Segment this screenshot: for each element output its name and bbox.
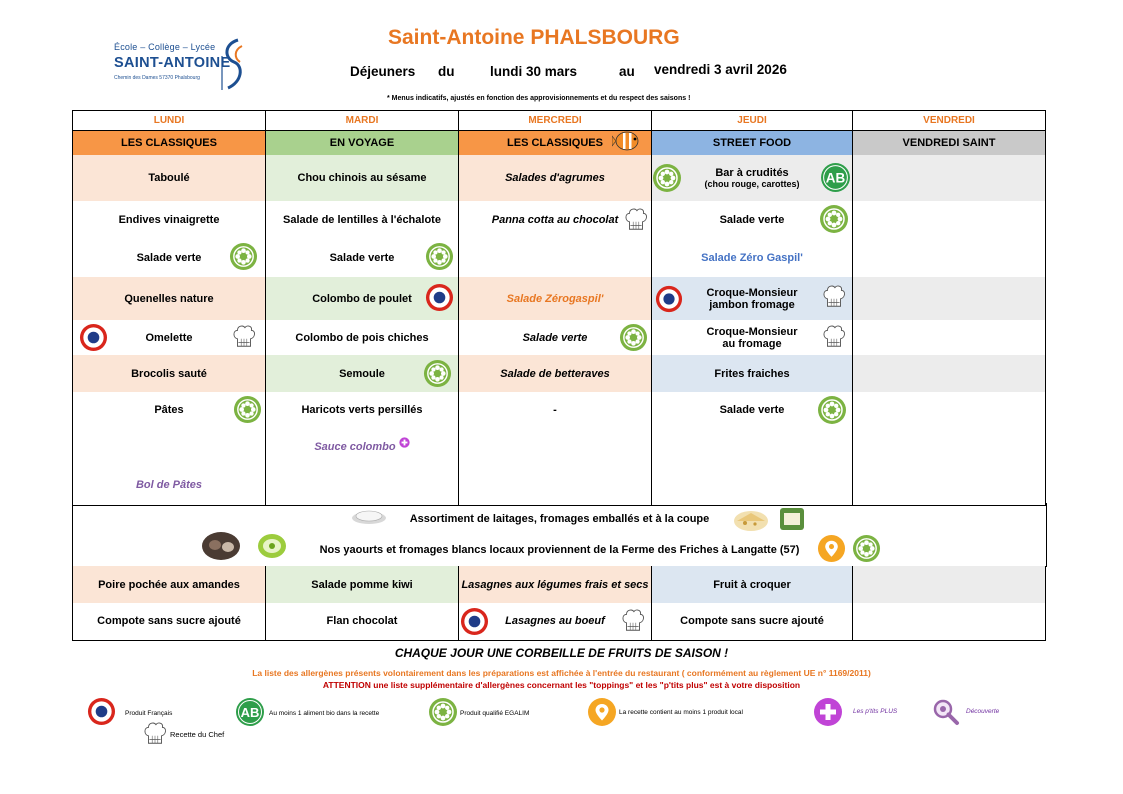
egalim-icon <box>233 395 262 424</box>
bio-icon <box>820 162 851 193</box>
dairy-line-1: Assortiment de laitages, fromages emballés et à la coupe <box>409 513 710 525</box>
egalim-icon <box>428 697 458 727</box>
tue-main-4-label: Haricots verts persillés <box>301 404 423 416</box>
school-logo-address: Chemin des Dames 57370 Phalsbourg <box>114 75 200 81</box>
thu-starter-1-title: Bar à crudités <box>715 167 789 179</box>
school-logo <box>110 36 250 94</box>
theme-monday: LES CLASSIQUES <box>73 131 266 156</box>
wed-dessert-2-label: Lasagnes au boeuf <box>505 615 605 628</box>
fri-main-3 <box>853 355 1046 392</box>
wed-starter-1: Salades d'agrumes <box>459 155 652 201</box>
legend-egalim-label: Produit qualifié EGALIM <box>460 710 530 717</box>
header-au: au <box>619 64 635 79</box>
thu-main-4 <box>652 392 853 505</box>
wed-dessert-2 <box>459 603 652 640</box>
fri-main-4 <box>853 392 1046 505</box>
wed-starter-3 <box>459 238 652 277</box>
mon-dessert-2: Compote sans sucre ajouté <box>73 603 266 640</box>
plus-icon <box>399 437 410 448</box>
french-flag-icon <box>655 285 683 313</box>
theme-tuesday: EN VOYAGE <box>266 131 459 156</box>
local-pin-icon <box>817 534 846 563</box>
header-start-date: lundi 30 mars <box>490 64 578 79</box>
thu-starter-2 <box>652 201 853 238</box>
legend-plus-label: Les p'tits PLUS <box>853 708 898 715</box>
starter-row-1 <box>73 155 1046 201</box>
fri-dessert-1 <box>853 566 1046 603</box>
days-row <box>73 111 1046 131</box>
mon-main-4-extra: Bol de Pâtes <box>135 479 203 491</box>
tue-starter-3 <box>266 238 459 277</box>
tue-main-1-label: Colombo de poulet <box>312 292 412 305</box>
allergens-notice: La liste des allergènes présents volontairement dans les préparations est affichée à l'entrée du restaurant ( conformément au règlement UE n° 1169/2011) <box>252 668 871 678</box>
tue-starter-2: Salade de lentilles à l'échalote <box>266 201 459 238</box>
chef-hat-icon <box>622 204 650 234</box>
egalim-icon <box>852 534 881 563</box>
egalim-icon <box>229 242 258 271</box>
tue-main-4 <box>266 392 459 505</box>
wed-main-2-label: Salade verte <box>522 331 588 344</box>
wed-main-2 <box>459 320 652 355</box>
thu-main-1-line1: Croque-Monsieur <box>706 286 798 299</box>
plus-icon <box>813 697 843 727</box>
starter-row-2 <box>73 201 1046 238</box>
thu-main-3: Frites fraiches <box>652 355 853 392</box>
mon-main-4-label: Pâtes <box>154 404 184 416</box>
fri-dessert-2 <box>853 603 1046 640</box>
mon-dessert-1: Poire pochée aux amandes <box>73 566 266 603</box>
thu-starter-3: Salade Zéro Gaspil' <box>652 238 853 277</box>
french-flag-icon <box>87 697 116 726</box>
fri-starter-3 <box>853 238 1046 277</box>
cheese-pack-icon <box>778 506 806 532</box>
mon-starter-3 <box>73 238 266 277</box>
discovery-icon <box>931 697 961 727</box>
fri-main-2 <box>853 320 1046 355</box>
chef-hat-icon <box>230 321 258 351</box>
thu-main-2 <box>652 320 853 355</box>
egalim-icon <box>425 242 454 271</box>
tue-main-3-label: Semoule <box>339 367 385 380</box>
thu-starter-1 <box>652 155 853 201</box>
tue-starter-1: Chou chinois au sésame <box>266 155 459 201</box>
thu-main-1-line2: jambon fromage <box>709 298 795 311</box>
starter-row-3 <box>73 238 1046 277</box>
mon-main-2-label: Omelette <box>145 331 193 344</box>
legend-discovery-label: Découverte <box>966 708 1000 715</box>
wed-starter-2 <box>459 201 652 238</box>
mon-starter-2: Endives vinaigrette <box>73 201 266 238</box>
tue-main-4-extra-label: Sauce colombo <box>314 441 396 453</box>
theme-friday: VENDREDI SAINT <box>853 131 1046 156</box>
tue-main-3 <box>266 355 459 392</box>
bio-icon <box>235 697 265 727</box>
thu-main-1 <box>652 277 853 320</box>
tue-starter-3-label: Salade verte <box>329 251 395 264</box>
header-label: Déjeuners <box>350 64 416 79</box>
french-flag-icon <box>79 323 108 352</box>
tue-dessert-1: Salade pomme kiwi <box>266 566 459 603</box>
dessert-row-2 <box>73 603 1046 640</box>
menu-note: * Menus indicatifs, ajustés en fonction des approvisionnements et du respect des saisons ! <box>387 95 691 102</box>
day-wednesday: MERCREDI <box>459 111 652 131</box>
tue-main-2: Colombo de pois chiches <box>266 320 459 355</box>
fruit-banner: CHAQUE JOUR UNE CORBEILLE DE FRUITS DE SAISON ! <box>394 646 729 660</box>
main-row-4 <box>73 392 1046 505</box>
dairy-line-2: Nos yaourts et fromages blancs locaux proviennent de la Ferme des Friches à Langatte (57) <box>319 544 800 556</box>
wed-main-4-label: - <box>553 404 557 416</box>
dessert-table <box>72 566 1046 641</box>
french-flag-icon <box>460 607 489 636</box>
french-flag-icon <box>425 283 454 312</box>
theme-thursday: STREET FOOD <box>652 131 853 156</box>
mon-starter-3-label: Salade verte <box>136 251 202 264</box>
tue-main-1 <box>266 277 459 320</box>
mon-main-4 <box>73 392 266 505</box>
wed-starter-2-label: Panna cotta au chocolat <box>491 213 619 226</box>
egalim-icon <box>619 323 648 352</box>
tue-main-4-extra <box>266 441 458 453</box>
thu-main-2-line1: Croque-Monsieur <box>706 325 798 338</box>
tue-dessert-2: Flan chocolat <box>266 603 459 640</box>
legend-local-label: La recette contient au moins 1 produit local <box>619 709 743 716</box>
main-row-3 <box>73 355 1046 392</box>
egalim-icon <box>423 359 452 388</box>
wed-main-1: Salade Zérogaspil' <box>459 277 652 320</box>
chef-hat-icon <box>820 281 848 311</box>
main-row-1 <box>73 277 1046 320</box>
mon-main-1: Quenelles nature <box>73 277 266 320</box>
allergens-warning: ATTENTION une liste supplémentaire d'allergènes concernant les "toppings" et les "p'tits plus" est à votre disposition <box>322 680 801 690</box>
school-logo-name: SAINT-ANTOINE <box>114 55 231 71</box>
fish-icon <box>612 129 642 153</box>
legend-bio-label: Au moins 1 aliment bio dans la recette <box>269 710 380 717</box>
page-title: Saint-Antoine PHALSBOURG <box>388 26 680 49</box>
main-row-2 <box>73 320 1046 355</box>
local-pin-icon <box>587 697 617 727</box>
fri-starter-1 <box>853 155 1046 201</box>
day-friday: VENDREDI <box>853 111 1046 131</box>
chef-hat-icon <box>820 321 848 351</box>
themes-row <box>73 131 1046 156</box>
school-emblem-icon <box>216 36 250 94</box>
egalim-icon <box>652 163 682 193</box>
dessert-row-1 <box>73 566 1046 603</box>
menu-table <box>72 110 1046 506</box>
egalim-icon <box>817 395 847 425</box>
wed-dessert-1: Lasagnes aux légumes frais et secs <box>459 566 652 603</box>
day-monday: LUNDI <box>73 111 266 131</box>
legend-chef-label: Recette du Chef <box>170 730 225 739</box>
thu-dessert-2: Compote sans sucre ajouté <box>652 603 853 640</box>
theme-wednesday <box>459 131 652 156</box>
mon-main-3: Brocolis sauté <box>73 355 266 392</box>
thu-main-4-label: Salade verte <box>719 404 785 416</box>
theme-wednesday-label: LES CLASSIQUES <box>507 137 603 149</box>
wed-main-3: Salade de betteraves <box>459 355 652 392</box>
chef-hat-icon <box>141 718 169 748</box>
thu-dessert-1: Fruit à croquer <box>652 566 853 603</box>
thu-starter-1-detail: (chou rouge, carottes) <box>704 179 800 189</box>
wed-main-4 <box>459 392 652 505</box>
school-logo-line1: École – Collège – Lycée <box>114 42 216 52</box>
dairy-section <box>72 503 1047 567</box>
thu-main-2-line2: au fromage <box>722 337 782 350</box>
header-end-date: vendredi 3 avril 2026 <box>654 62 787 77</box>
thu-starter-2-label: Salade verte <box>719 213 785 226</box>
legend-french-label: Produit Français <box>125 710 173 717</box>
fri-main-1 <box>853 277 1046 320</box>
cheese-icon <box>733 507 769 533</box>
mon-starter-1: Taboulé <box>73 155 266 201</box>
mon-main-2 <box>73 320 266 355</box>
fri-starter-2 <box>853 201 1046 238</box>
chef-hat-icon <box>619 605 647 635</box>
header-du: du <box>438 64 455 79</box>
day-thursday: JEUDI <box>652 111 853 131</box>
egalim-icon <box>819 204 849 234</box>
day-tuesday: MARDI <box>266 111 459 131</box>
